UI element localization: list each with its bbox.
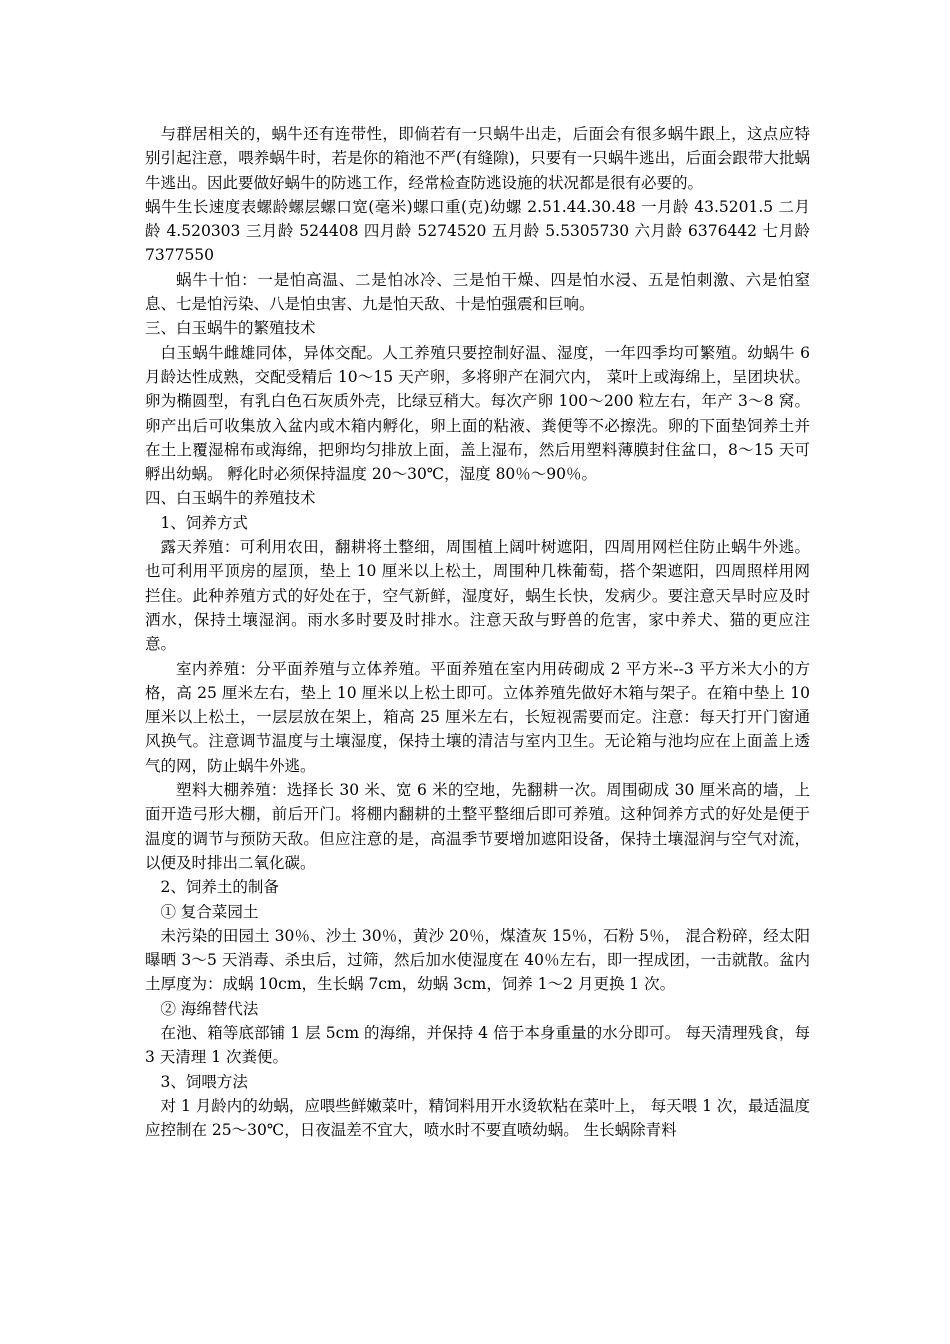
paragraph-feeding-procedure: 对 1 月龄内的幼蜗，应喂些鲜嫩菜叶，精饲料用开水烫软粘在菜叶上， 每天喂 1 次，最适温度应控制在 25～30℃，日夜温差不宜大，喷水时不要直喷幼蜗。 生长蜗除青料 [145, 1096, 810, 1140]
heading-rearing-technique: 四、白玉蜗牛的养殖技术 [145, 489, 316, 508]
heading-breeding-technique: 三、白玉蜗牛的繁殖技术 [145, 319, 316, 338]
paragraph-indoor-rearing: 室内养殖：分平面养殖与立体养殖。平面养殖在室内用砖砌成 2 平方米--3 平方米大小的方格，高 25 厘米左右，垫上 10 厘米以上松土即可。立体养殖先做好木箱与架子。在箱中垫上 10 厘米以上松土，一层层放在架上，箱高 25 厘米左右，长短视需要而定。注意：每天打开门窗通风换气。注意调节温度与土壤湿度，保持土壤的清洁与室内卫生。无论箱与池均应在上面盖上透气的网，防止蜗牛外逃。 [145, 659, 810, 775]
subheading-sponge-method: ② 海绵替代法 [160, 999, 259, 1018]
subheading-feeding-methods: 1、饲养方式 [160, 513, 248, 532]
paragraph-herd-behavior: 与群居相关的，蜗牛还有连带性，即倘若有一只蜗牛出走，后面会有很多蜗牛跟上，这点应特别引起注意，喂养蜗牛时，若是你的箱池不严(有缝隙)，只要有一只蜗牛逃出，后面会跟带大批蜗牛逃出。因此要做好蜗牛的防逃工作，经常检查防逃设施的状况都是很有必要的。 [145, 125, 810, 192]
subheading-feeding-procedure: 3、饲喂方法 [160, 1072, 248, 1091]
paragraph-breeding: 白玉蜗牛雌雄同体，异体交配。人工养殖只要控制好温、湿度，一年四季均可繁殖。幼蜗牛 6 月龄达性成熟，交配受精后 10～15 天产卵，多将卵产在洞穴内， 菜叶上或海绵上，呈团块状。卵为椭圆型，有乳白色石灰质外壳，比绿豆稍大。每次产卵 100～200 粒左右，年产 3～8 窝。卵产出后可收集放入盆内或木箱内孵化，卵上面的粘液、粪便等不必擦洗。卵的下面垫饲养土并在土上覆湿棉布或海绵，把卵均匀排放上面，盖上湿布，然后用塑料薄膜封住盆口，8～15 天可孵出幼蜗。 孵化时必须保持温度 20～30℃，湿度 80％～90％。 [145, 343, 810, 484]
subheading-compound-soil: ① 复合菜园土 [160, 902, 259, 921]
paragraph-sponge-method: 在池、箱等底部铺 1 层 5cm 的海绵，并保持 4 倍于本身重量的水分即可。 每天清理残食，每 3 天清理 1 次粪便。 [145, 1023, 810, 1067]
paragraph-ten-fears: 蜗牛十怕：一是怕高温、二是怕冰冷、三是怕干燥、四是怕水浸、五是怕刺激、六是怕窒息、七是怕污染、八是怕虫害、九是怕天敌、十是怕强震和巨响。 [145, 270, 810, 314]
subheading-soil-preparation: 2、饲养土的制备 [160, 878, 279, 897]
document-body [145, 122, 810, 1142]
paragraph-growth-table: 蜗牛生长速度表螺龄螺层螺口宽(毫米)螺口重(克)幼螺 2.51.44.30.48 一月龄 43.5201.5 二月龄 4.520303 三月龄 524408 四月龄 5274520 五月龄 5.5305730 六月龄 6376442 七月龄 7377550 [145, 197, 810, 265]
paragraph-greenhouse-rearing: 塑料大棚养殖：选择长 30 米、宽 6 米的空地，先翻耕一次。周围砌成 30 厘米高的墙，上面开造弓形大棚，前后开门。将棚内翻耕的土整平整细后即可养殖。这种饲养方式的好处是便于温度的调节与预防天敌。但应注意的是，高温季节要增加遮阳设备，保持土壤湿润与空气对流，以便及时排出二氧化碳。 [145, 781, 810, 872]
paragraph-outdoor-rearing: 露天养殖：可利用农田，翻耕将土整细，周围植上阔叶树遮阳，四周用网栏住防止蜗牛外逃。也可利用平顶房的屋顶，垫上 10 厘米以上松土，周围种几株葡萄，搭个架遮阳，四周照样用网拦住。此种养殖方式的好处在于，空气新鲜，湿度好，蜗生长快，发病少。要注意天旱时应及时洒水，保持土壤湿润。雨水多时要及时排水。注意天敌与野兽的危害，家中养犬、猫的更应注意。 [145, 538, 810, 654]
paragraph-compound-soil: 未污染的田园土 30％、沙土 30％，黄沙 20％，煤渣灰 15％，石粉 5％， 混合粉碎，经太阳曝晒 3～5 天消毒、杀虫后，过筛，然后加水使湿度在 40％左右，即一捏成团，一击就散。盆内土厚度为：成蜗 10cm，生长蜗 7cm，幼蜗 3cm，饲养 1～2 月更换 1 次。 [145, 926, 810, 994]
